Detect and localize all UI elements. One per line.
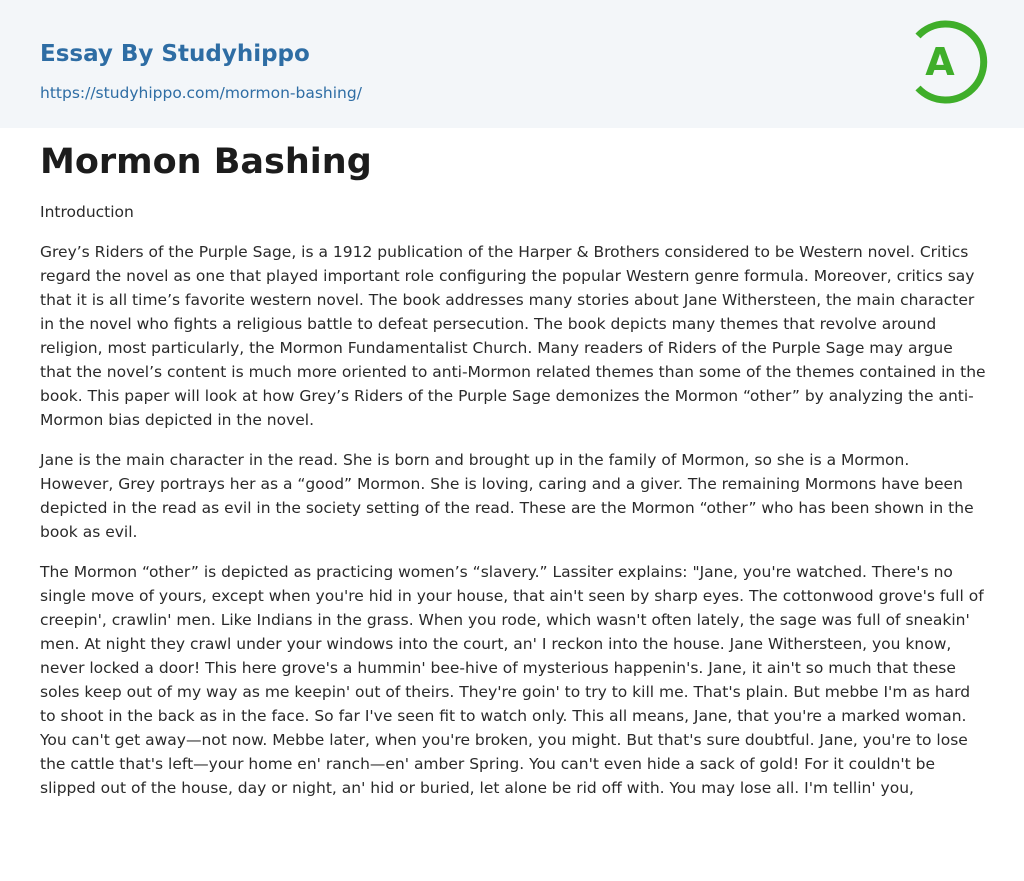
article-body xyxy=(40,200,986,816)
page-title: Mormon Bashing xyxy=(40,142,372,182)
section-heading-introduction: Introduction xyxy=(40,203,134,221)
studyhippo-logo-icon[interactable] xyxy=(910,18,988,106)
logo-letter: A xyxy=(925,40,955,84)
paragraph: Grey’s Riders of the Purple Sage, is a 1912 publication of the Harper & Brothers considered to be Western novel. Critics regard the novel as one that played important role configuring the popular Western genre formula. Moreover, critics say that it is all time’s favorite western novel. The book addresses many stories about Jane Withersteen, the main character in the novel who fights a religious battle to defeat persecution. The book depicts many themes that revolve around religion, most particularly, the Mormon Fundamentalist Church. Many readers of Riders of the Purple Sage may argue that the novel’s content is much more oriented to anti-Mormon related themes than some of the themes contained in the book. This paper will look at how Grey’s Riders of the Purple Sage demonizes the Mormon “other” by analyzing the anti-Mormon bias depicted in the novel. xyxy=(40,243,986,429)
brand-title[interactable]: Essay By Studyhippo xyxy=(40,41,310,67)
essay-url-link[interactable]: https://studyhippo.com/mormon-bashing/ xyxy=(40,84,362,102)
site-header xyxy=(0,0,1024,128)
paragraph: Jane is the main character in the read. She is born and brought up in the family of Mormon, so she is a Mormon. However, Grey portrays her as a “good” Mormon. She is loving, caring and a giver. The remaining Mormons have been depicted in the read as evil in the society setting of the read. These are the Mormon “other” who has been shown in the book as evil. xyxy=(40,451,974,541)
paragraph: The Mormon “other” is depicted as practicing women’s “slavery.” Lassiter explains: "Jane, you're watched. There's no single move of yours, except when you're hid in your house, that ain't seen by sharp eyes. The cottonwood grove's full of creepin', crawlin' men. Like Indians in the grass. When you rode, which wasn't often lately, the sage was full of sneakin' men. At night they crawl under your windows into the court, an' I reckon into the house. Jane Withersteen, you know, never locked a door! This here grove's a hummin' bee-hive of mysterious happenin's. Jane, it ain't so much that these soles keep out of my way as me keepin' out of theirs. They're goin' to try to kill me. That's plain. But mebbe I'm as hard to shoot in the back as in the face. So far I've seen fit to watch only. This all means, Jane, that you're a marked woman. You can't get away—not now. Mebbe later, when you're broken, you might. But that's sure doubtful. Jane, you're to lose the cattle that's left—your home en' ranch—en' amber Spring. You can't even hide a sack of gold! For it couldn't be slipped out of the house, day or night, an' hid or buried, let alone be rid off with. You may lose all. I'm tellin' you, xyxy=(40,563,984,797)
